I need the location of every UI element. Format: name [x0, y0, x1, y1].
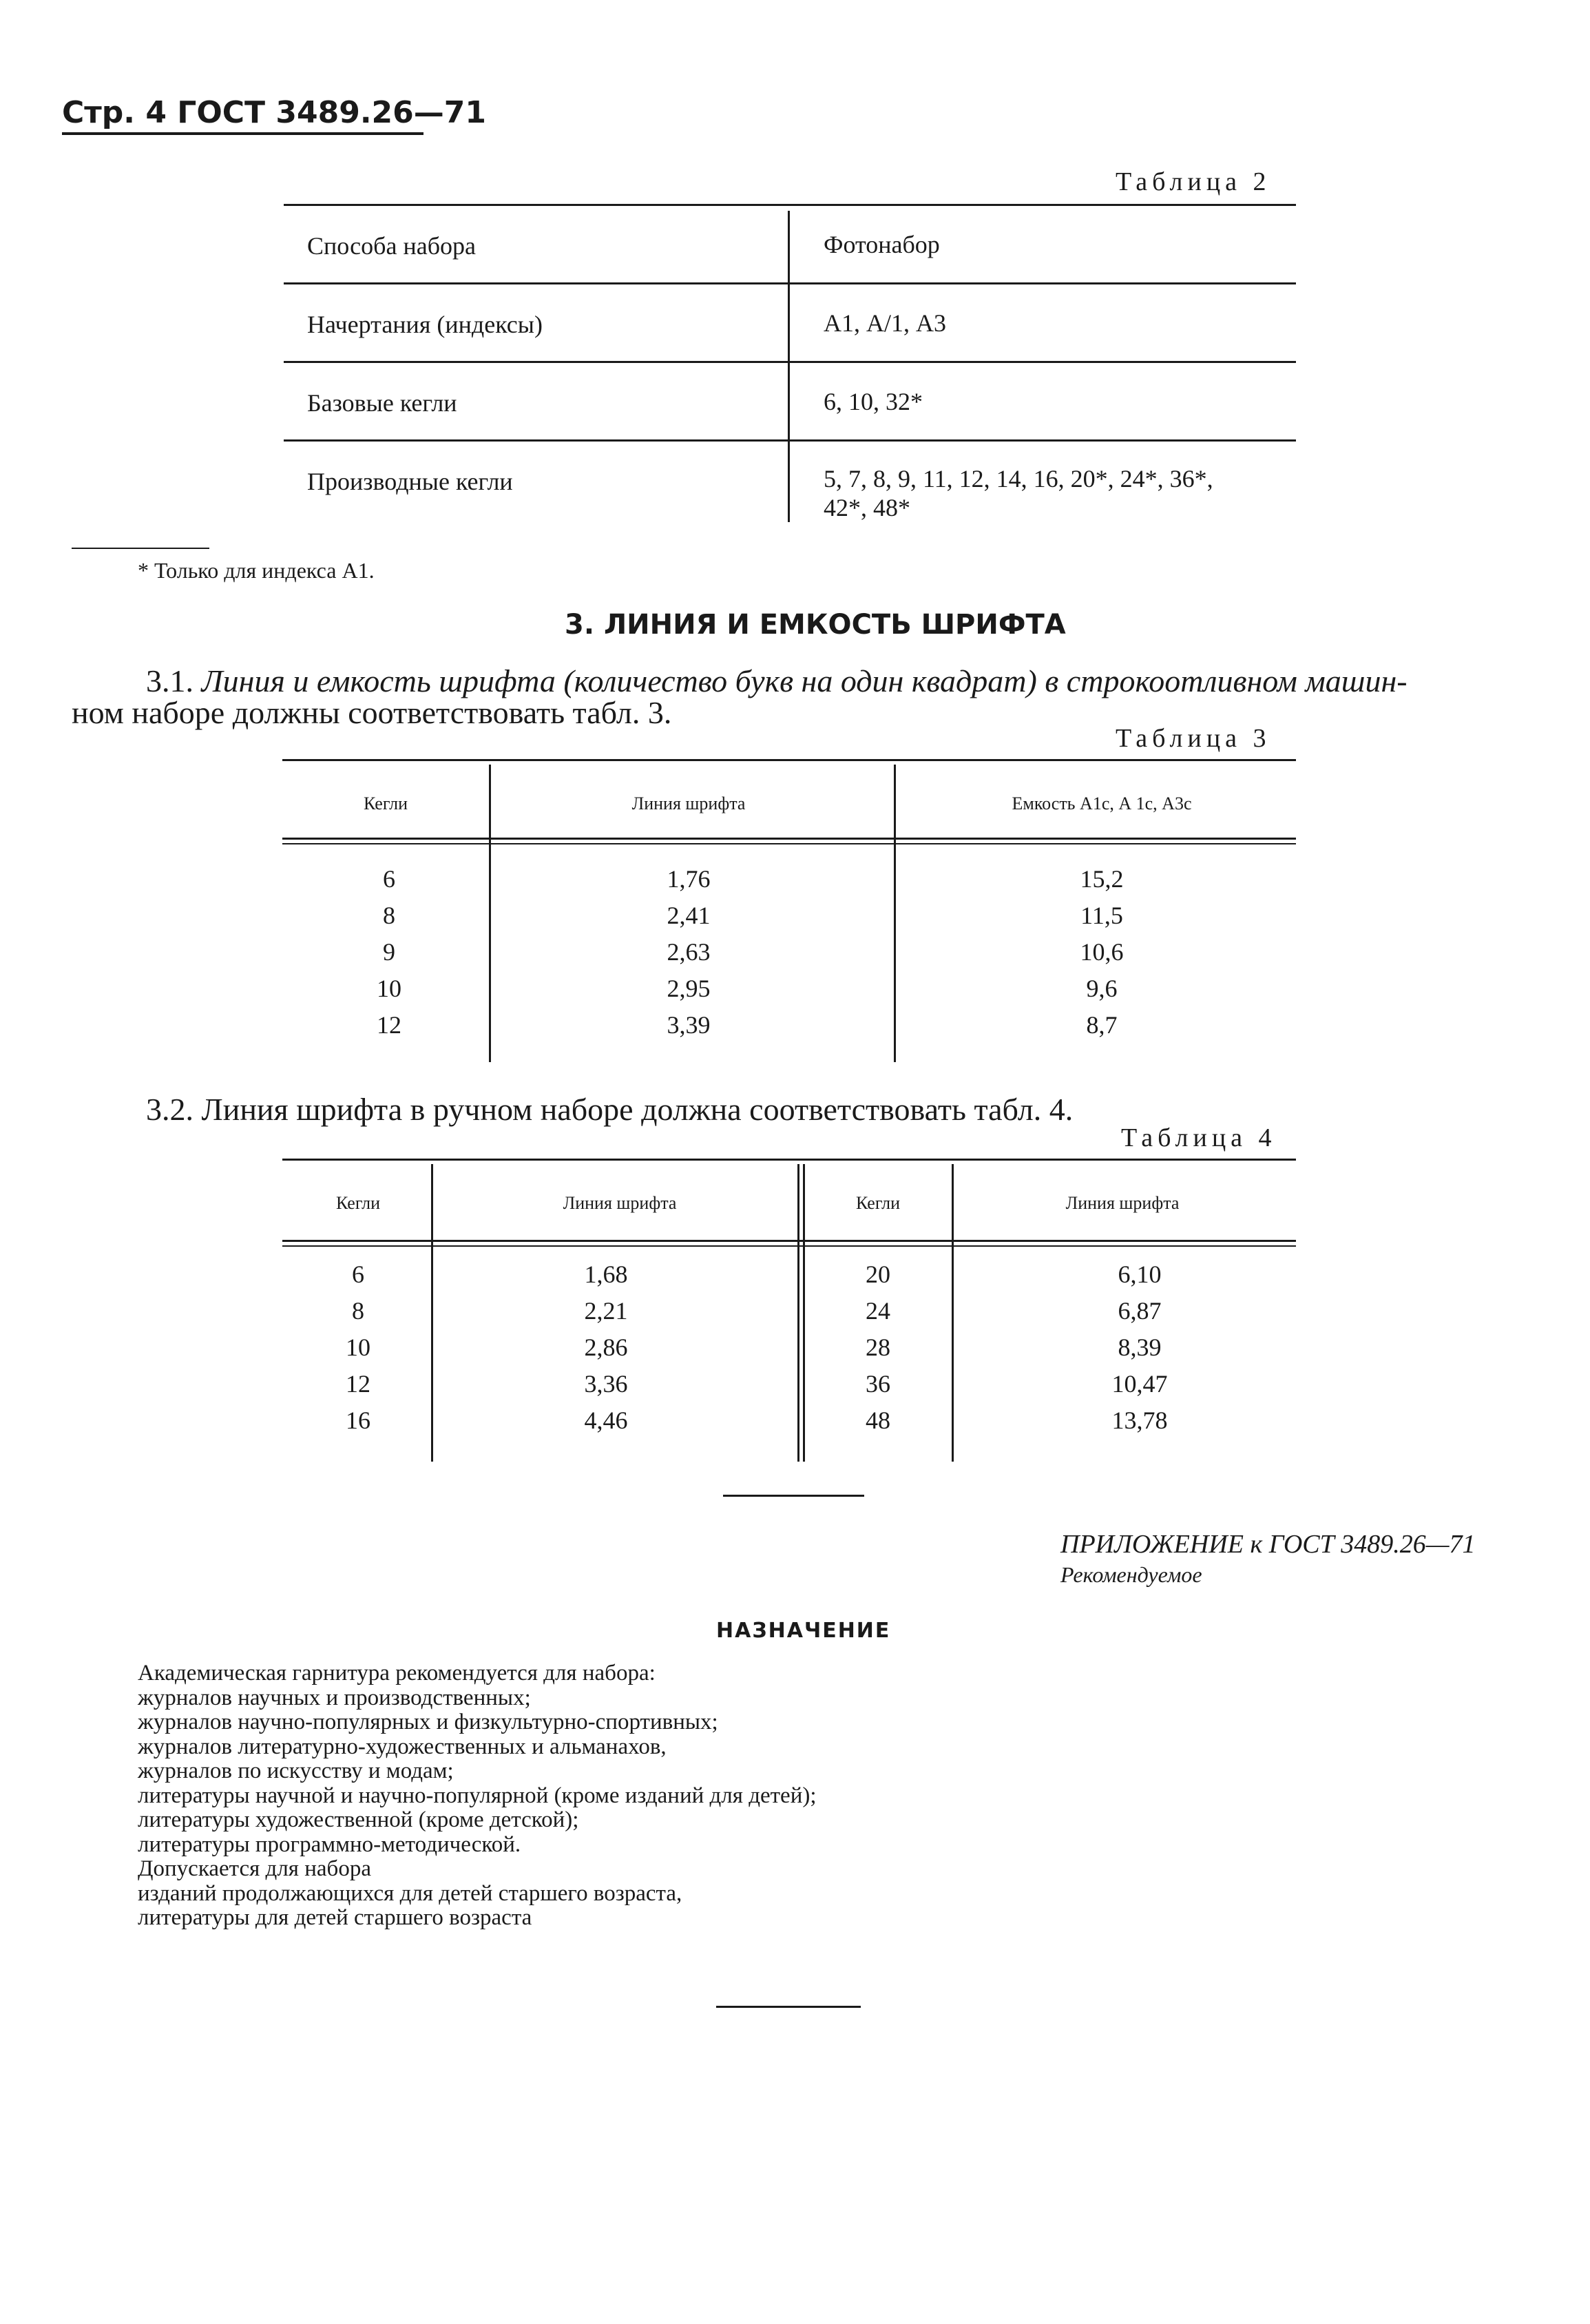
table4-col-sizes-b — [823, 1256, 933, 1439]
table-cell: 24 — [866, 1297, 890, 1325]
table4-column-divider-double — [797, 1164, 799, 1462]
list-item: журналов литературно-художественных и альманахов, — [138, 1734, 667, 1759]
table-cell: 6,87 — [1118, 1297, 1162, 1325]
table-cell: 13,78 — [1111, 1407, 1168, 1434]
purpose-heading: НАЗНАЧЕНИЕ — [716, 1619, 891, 1643]
separator-rule-bottom — [716, 2006, 861, 2008]
table-cell: 9 — [383, 938, 395, 966]
table-cell: 10 — [377, 975, 401, 1002]
table4-col-sizes-a — [306, 1256, 410, 1439]
table2-value-derived-sizes-cont: 42*, 48* — [824, 494, 910, 521]
list-item: изданий продолжающихся для детей старшего возраста, — [138, 1880, 682, 1906]
table2-top-rule — [284, 204, 1296, 206]
table2-row-rule — [284, 361, 1296, 363]
table2-value-styles: А1, А/1, А3 — [824, 309, 946, 337]
table2-value-base-sizes: 6, 10, 32* — [824, 388, 923, 415]
table-cell: 3,39 — [667, 1011, 711, 1039]
table3-column-divider — [489, 765, 491, 1062]
footnote-rule — [72, 548, 209, 549]
table-cell: 12 — [377, 1011, 401, 1039]
table-cell: 1,76 — [667, 865, 711, 893]
table4-col-line-b — [1071, 1256, 1209, 1439]
section-heading: 3. ЛИНИЯ И ЕМКОСТЬ ШРИФТА — [565, 609, 1066, 641]
table3-col-line — [620, 861, 757, 1044]
list-item: журналов научно-популярных и физкультурно-спортивных; — [138, 1710, 718, 1734]
paragraph-italic-text: Линия и емкость шрифта (количество букв на один квадрат) в строкоотливном машин- — [201, 663, 1408, 698]
appendix-title: ПРИЛОЖЕНИЕ к ГОСТ 3489.26—71 — [1060, 1530, 1476, 1559]
table4-header-sizes-b: Кегли — [855, 1193, 901, 1213]
table3-header-rule-double — [282, 843, 1296, 844]
table2-value-derived-sizes: 5, 7, 8, 9, 11, 12, 14, 16, 20*, 24*, 36*, — [824, 465, 1213, 492]
table-cell: 10 — [346, 1334, 370, 1361]
table-cell: 20 — [866, 1260, 890, 1288]
table3-header-line: Линия шрифта — [631, 793, 746, 813]
table-cell: 8,39 — [1118, 1334, 1162, 1361]
table-cell: 11,5 — [1080, 902, 1123, 929]
table-cell: 12 — [346, 1370, 370, 1398]
list-item: Допускается для набора — [138, 1856, 371, 1881]
table-cell: 36 — [866, 1370, 890, 1398]
table3-col-sizes — [341, 861, 437, 1044]
table3-header-rule — [282, 838, 1296, 840]
page-number: 4 — [145, 95, 167, 130]
table4-column-divider-double — [803, 1164, 805, 1462]
table-cell: 16 — [346, 1407, 370, 1434]
table4-header-rule — [282, 1240, 1296, 1242]
list-item: журналов по искусству и модам; — [138, 1758, 454, 1783]
table-cell: 4,46 — [584, 1407, 628, 1434]
table2-column-divider — [788, 211, 790, 522]
table2-row-rule — [284, 282, 1296, 284]
table4-header-rule-double — [282, 1245, 1296, 1247]
page-header — [62, 95, 486, 130]
appendix-subtitle: Рекомендуемое — [1060, 1562, 1202, 1587]
table4-header-line-a: Линия шрифта — [563, 1193, 677, 1213]
table-cell: 6,10 — [1118, 1260, 1162, 1288]
table-cell: 10,6 — [1080, 938, 1124, 966]
list-item: литературы художественной (кроме детской); — [138, 1807, 579, 1832]
table-cell: 9,6 — [1086, 975, 1118, 1002]
table-cell: 8 — [352, 1297, 364, 1325]
paragraph-3-1-line2: ном наборе должны соответствовать табл. 3. — [72, 695, 672, 730]
table4-top-rule — [282, 1159, 1296, 1161]
table2-label-base-sizes: Базовые кегли — [307, 389, 457, 417]
table3-col-capacity — [1033, 861, 1171, 1044]
table-cell: 6 — [383, 865, 395, 893]
table-cell: 28 — [866, 1334, 890, 1361]
header-underline — [62, 132, 423, 135]
table3-header-sizes: Кегли — [363, 793, 408, 813]
list-item: литературы научной и научно-популярной (кроме изданий для детей); — [138, 1783, 817, 1808]
table2-footnote: * Только для индекса А1. — [138, 558, 375, 583]
table2-label-derived-sizes: Производные кегли — [307, 468, 513, 495]
paragraph-number: 3.1. — [146, 663, 202, 698]
table4-header-line-b: Линия шрифта — [1065, 1193, 1180, 1213]
table-cell: 2,21 — [584, 1297, 628, 1325]
table2-label-styles: Начертания (индексы) — [307, 311, 543, 338]
table4-column-divider — [431, 1164, 433, 1462]
purpose-list — [138, 1661, 817, 1931]
table-cell: 2,41 — [667, 902, 711, 929]
table4-col-line-a — [537, 1256, 675, 1439]
table-cell: 2,63 — [667, 938, 711, 966]
table2-label-method: Способа набора — [307, 232, 476, 260]
list-item: Академическая гарнитура рекомендуется для набора: — [138, 1661, 656, 1685]
table-cell: 48 — [866, 1407, 890, 1434]
separator-rule — [723, 1495, 864, 1497]
table-cell: 2,86 — [584, 1334, 628, 1361]
list-item: журналов научных и производственных; — [138, 1685, 531, 1710]
table3-column-divider — [894, 765, 896, 1062]
table4-caption: Таблица 4 — [1121, 1123, 1277, 1152]
table-cell: 1,68 — [584, 1260, 628, 1288]
table3-caption: Таблица 3 — [1116, 724, 1271, 753]
list-item: литературы программно-методической. — [138, 1832, 521, 1857]
page-prefix: Стр. — [62, 95, 136, 130]
table3-header-capacity: Емкость А1с, А 1с, А3с — [1012, 793, 1192, 813]
table-cell: 8 — [383, 902, 395, 929]
table-cell: 3,36 — [584, 1370, 628, 1398]
table2-value-method: Фотонабор — [824, 231, 940, 258]
table-cell: 15,2 — [1080, 865, 1124, 893]
table-cell: 8,7 — [1086, 1011, 1118, 1039]
table4-column-divider — [952, 1164, 954, 1462]
table-cell: 6 — [352, 1260, 364, 1288]
table-cell: 10,47 — [1111, 1370, 1168, 1398]
standard-number: ГОСТ 3489.26—71 — [177, 95, 486, 130]
table2-row-rule — [284, 439, 1296, 442]
paragraph-3-2: 3.2. Линия шрифта в ручном наборе должна соответствовать табл. 4. — [146, 1092, 1074, 1127]
table4-header-sizes-a: Кегли — [335, 1193, 381, 1213]
table2-caption: Таблица 2 — [1116, 167, 1271, 196]
table3-top-rule — [282, 759, 1296, 761]
list-item: литературы для детей старшего возраста — [138, 1905, 532, 1930]
table-cell: 2,95 — [667, 975, 711, 1002]
